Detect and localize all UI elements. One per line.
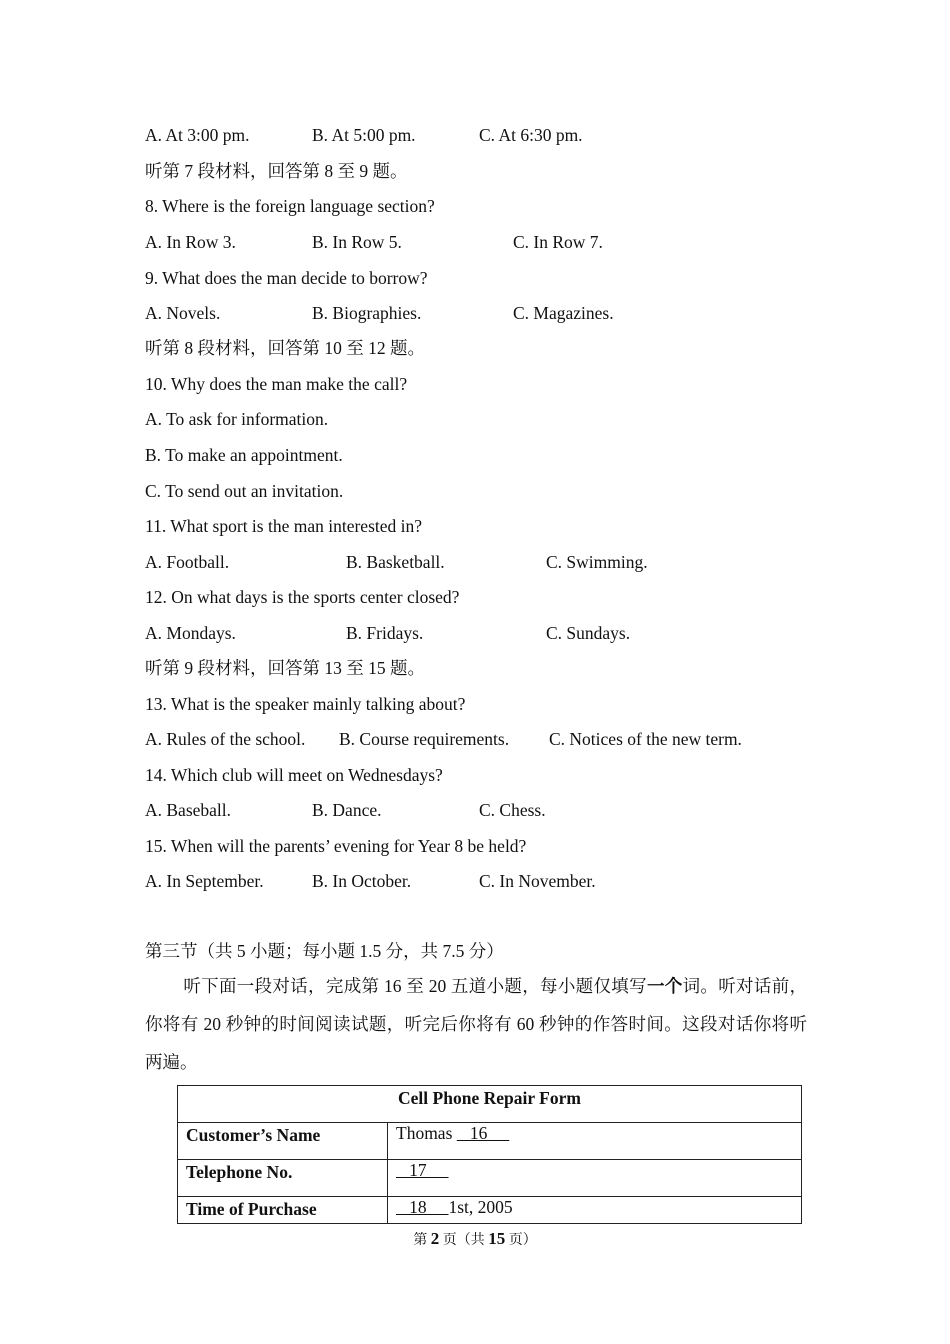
- form-value: [388, 1160, 802, 1197]
- repair-form-table: [177, 1085, 802, 1224]
- value-suffix: 1st, 2005: [448, 1197, 513, 1217]
- q10-option-b: B. To make an appointment.: [145, 445, 343, 465]
- q8-option-b: B. In Row 5.: [312, 232, 402, 252]
- q8-option-c: C. In Row 7.: [513, 232, 603, 252]
- footer-text: 页（共: [439, 1233, 489, 1248]
- section7-instruction: 听第 7 段材料，回答第 8 至 9 题。: [145, 161, 408, 181]
- q14-option-b: B. Dance.: [312, 800, 382, 820]
- q11-option-c: C. Swimming.: [546, 552, 648, 572]
- q10-option-a: A. To ask for information.: [145, 409, 329, 429]
- form-value: [388, 1123, 802, 1160]
- q11-question: 11. What sport is the man interested in?: [145, 516, 423, 536]
- q12-question: 12. On what days is the sports center closed?: [145, 587, 460, 607]
- q9-option-c: C. Magazines.: [513, 303, 614, 323]
- form-value: [388, 1197, 802, 1224]
- q7-option-c: C. At 6:30 pm.: [479, 125, 583, 145]
- q14-option-a: A. Baseball.: [145, 800, 232, 820]
- form-row-telephone: [178, 1160, 802, 1197]
- footer-text: 页）: [505, 1233, 537, 1248]
- q10-question: 10. Why does the man make the call?: [145, 374, 408, 394]
- q9-question: 9. What does the man decide to borrow?: [145, 268, 428, 288]
- section8-instruction: 听第 8 段材料，回答第 10 至 12 题。: [145, 338, 425, 358]
- form-row-time-of-purchase: [178, 1197, 802, 1224]
- total-pages: 15: [488, 1229, 506, 1248]
- answer-blank-18[interactable]: 18: [396, 1197, 449, 1217]
- page-number: 2: [430, 1229, 440, 1248]
- q11-option-a: A. Football.: [145, 552, 230, 572]
- q14-option-c: C. Chess.: [479, 800, 546, 820]
- q8-question: 8. Where is the foreign language section?: [145, 196, 435, 216]
- form-label: Telephone No.: [178, 1160, 388, 1197]
- value-prefix: Thomas: [396, 1123, 457, 1143]
- q10-option-c: C. To send out an invitation.: [145, 481, 344, 501]
- q13-question: 13. What is the speaker mainly talking about?: [145, 694, 466, 714]
- q15-option-b: B. In October.: [312, 871, 412, 891]
- part3-heading: 第三节（共 5 小题；每小题 1.5 分，共 7.5 分）: [145, 941, 504, 961]
- q13-option-c: C. Notices of the new term.: [549, 729, 742, 749]
- instruction-text-2: 词。听对话前，你将有 20 秒钟的时间阅读试题，听完后你将有 60 秒钟的作答时间。这段对话你将听两遍。: [145, 976, 808, 1072]
- form-label: Customer’s Name: [178, 1123, 388, 1160]
- q12-option-c: C. Sundays.: [546, 623, 631, 643]
- form-row-customer-name: [178, 1123, 802, 1160]
- form-title: Cell Phone Repair Form: [178, 1086, 802, 1123]
- q12-option-b: B. Fridays.: [346, 623, 424, 643]
- q9-option-a: A. Novels.: [145, 303, 221, 323]
- q15-option-a: A. In September.: [145, 871, 264, 891]
- q9-option-b: B. Biographies.: [312, 303, 422, 323]
- page-footer: [0, 1229, 950, 1249]
- q13-option-a: A. Rules of the school.: [145, 729, 306, 749]
- q12-option-a: A. Mondays.: [145, 623, 236, 643]
- q14-question: 14. Which club will meet on Wednesdays?: [145, 765, 443, 785]
- q15-option-c: C. In November.: [479, 871, 596, 891]
- answer-blank-16[interactable]: 16: [456, 1123, 510, 1143]
- form-label: Time of Purchase: [178, 1197, 388, 1224]
- section9-instruction: 听第 9 段材料，回答第 13 至 15 题。: [145, 658, 425, 678]
- instruction-emphasis: 一个: [646, 976, 683, 996]
- q7-option-a: A. At 3:00 pm.: [145, 125, 250, 145]
- part3-instruction: [145, 967, 807, 1081]
- answer-blank-17[interactable]: 17: [396, 1160, 449, 1180]
- q8-option-a: A. In Row 3.: [145, 232, 236, 252]
- footer-text: 第: [413, 1233, 431, 1248]
- q15-question: 15. When will the parents’ evening for Year 8 be held?: [145, 836, 527, 856]
- q11-option-b: B. Basketball.: [346, 552, 445, 572]
- q7-option-b: B. At 5:00 pm.: [312, 125, 416, 145]
- instruction-text-1: 听下面一段对话，完成第 16 至 20 五道小题，每小题仅填写: [183, 976, 647, 996]
- q13-option-b: B. Course requirements.: [339, 729, 510, 749]
